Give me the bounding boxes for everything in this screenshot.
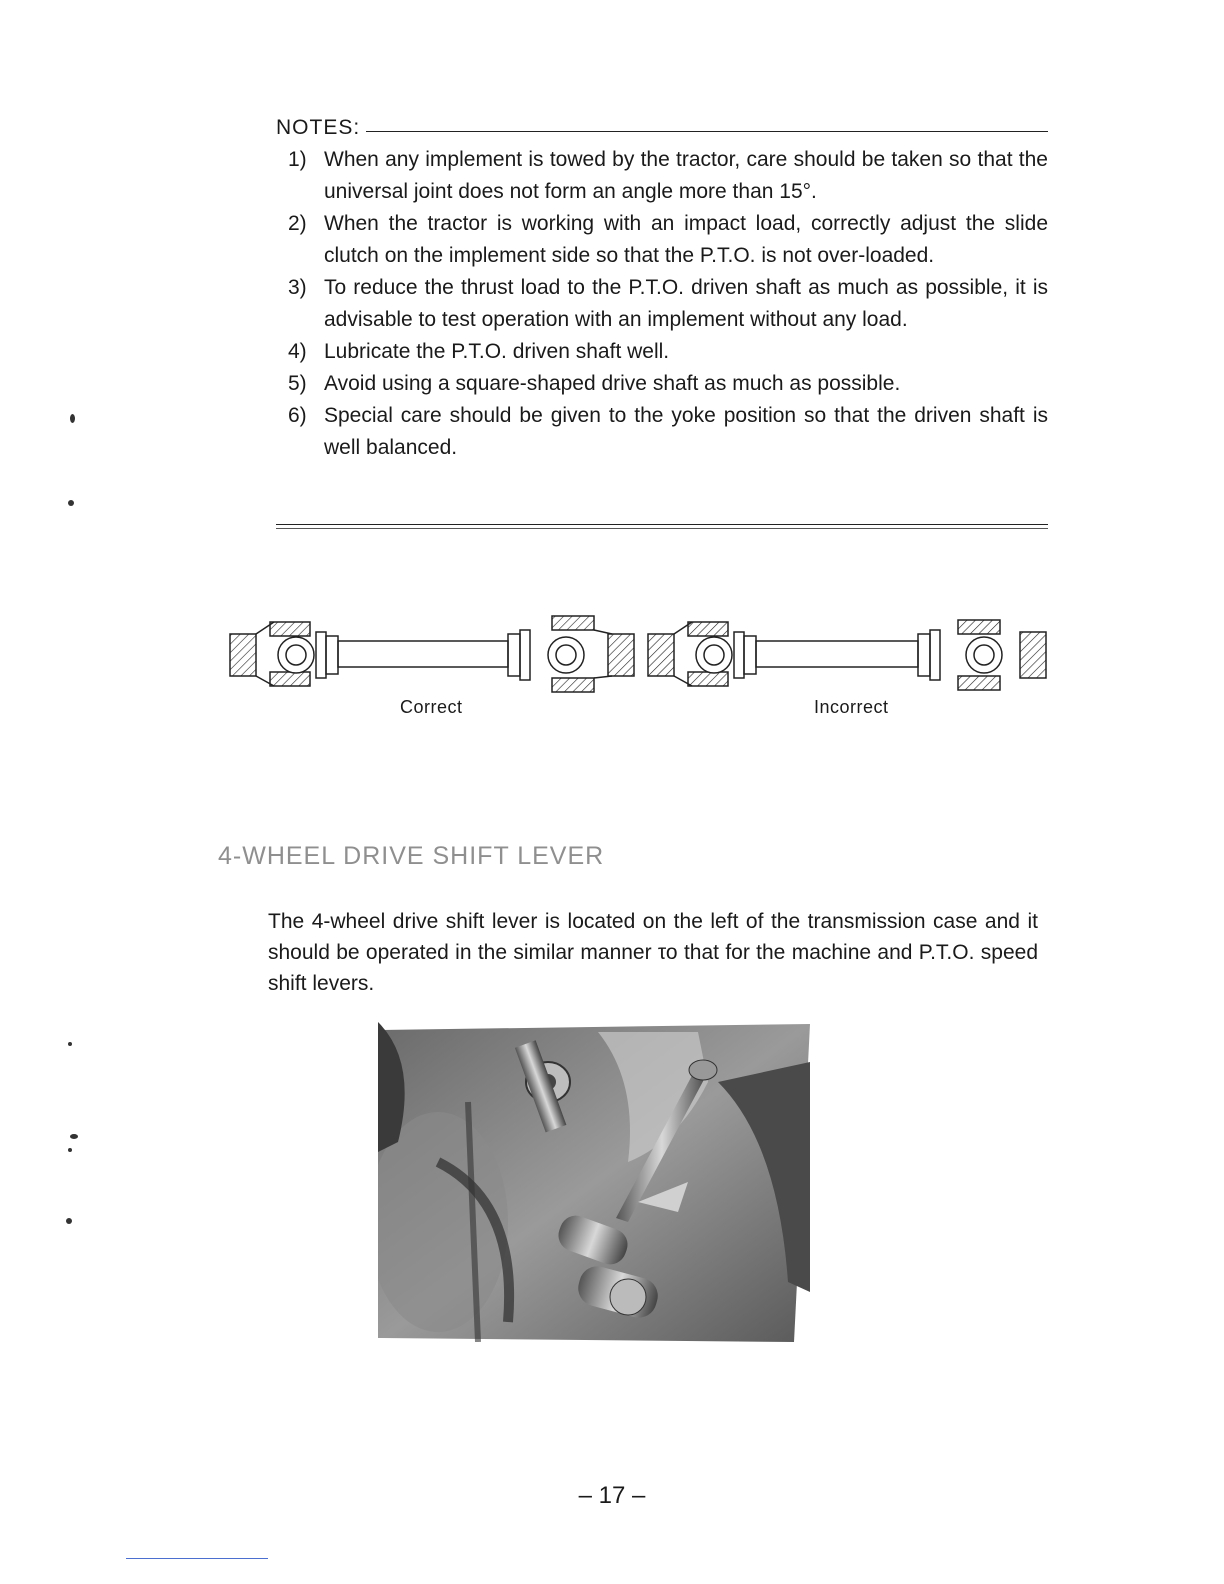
note-item xyxy=(276,144,1048,208)
notes-title: NOTES: xyxy=(276,116,361,139)
note-item xyxy=(276,336,1048,368)
note-text: Lubricate the P.T.O. driven shaft well. xyxy=(324,340,670,363)
notes-bottom-rule xyxy=(276,524,1048,529)
section-title: 4-WHEEL DRIVE SHIFT LEVER xyxy=(218,842,605,870)
correct-caption: Correct xyxy=(400,697,463,717)
note-item xyxy=(276,368,1048,400)
notes-list xyxy=(276,144,1048,464)
note-number: 3) xyxy=(288,276,307,299)
page-number: – 17 – xyxy=(578,1482,646,1509)
note-item xyxy=(276,272,1048,336)
scan-speck xyxy=(68,1042,72,1046)
note-text: Avoid using a square-shaped drive shaft as much as possible. xyxy=(324,372,901,395)
shift-lever-photo xyxy=(378,1022,810,1342)
scan-speck xyxy=(68,500,74,506)
note-number: 5) xyxy=(288,372,307,395)
note-text: Special care should be given to the yoke position so that the driven shaft is well balanced. xyxy=(324,404,1048,459)
notes-header xyxy=(276,116,1048,140)
incorrect-caption: Incorrect xyxy=(814,697,889,717)
scan-speck xyxy=(68,1148,72,1152)
note-item xyxy=(276,208,1048,272)
note-number: 2) xyxy=(288,212,307,235)
scan-speck xyxy=(66,1218,72,1224)
notes-top-rule xyxy=(366,131,1048,132)
note-item xyxy=(276,400,1048,464)
note-text: To reduce the thrust load to the P.T.O. driven shaft as much as possible, it is advisable to test operation with an implement without any load. xyxy=(324,276,1048,331)
incorrect-shaft-drawing xyxy=(648,620,1046,690)
scan-speck xyxy=(70,414,75,423)
correct-shaft-drawing xyxy=(230,616,634,692)
note-number: 1) xyxy=(288,148,307,171)
scan-speck xyxy=(70,1134,78,1139)
section-body: The 4-wheel drive shift lever is located on the left of the transmission case and it should be operated in the similar manner το that for the machine and P.T.O. speed shift levers. xyxy=(268,910,1038,995)
universal-joint-diagram xyxy=(228,612,1050,694)
note-number: 4) xyxy=(288,340,307,363)
note-text: When the tractor is working with an impact load, correctly adjust the slide clutch on the implement side so that the P.T.O. is not over-loaded. xyxy=(324,212,1048,267)
note-number: 6) xyxy=(288,404,307,427)
footer-link-underline xyxy=(126,1558,268,1559)
note-text: When any implement is towed by the tractor, care should be taken so that the universal joint does not form an angle more than 15°. xyxy=(324,148,1048,203)
